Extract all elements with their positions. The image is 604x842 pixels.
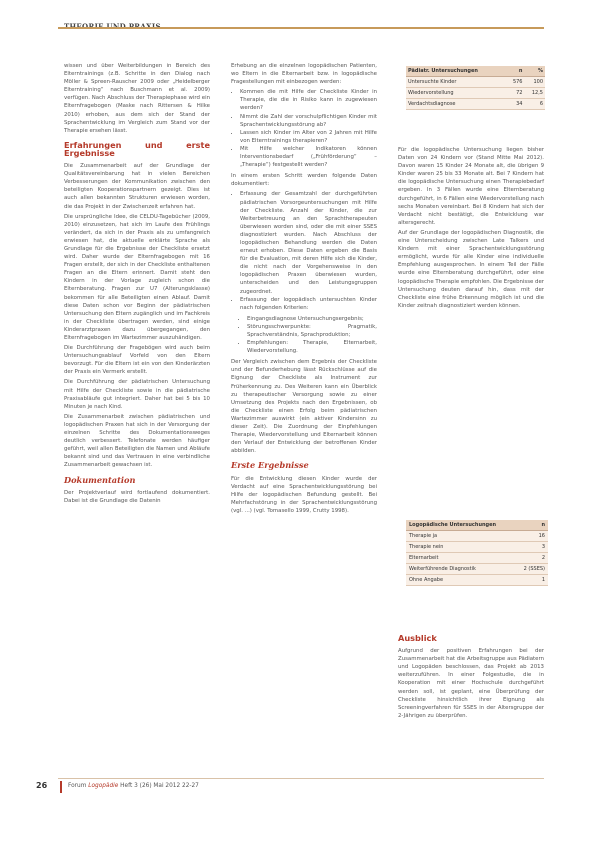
table-logopaedic-exams xyxy=(406,520,548,586)
table-paediatric-exams xyxy=(406,66,545,110)
column-2 xyxy=(231,62,377,517)
footer-rule xyxy=(58,778,544,779)
page-footer xyxy=(36,778,544,798)
table-cell: 72 xyxy=(506,88,524,99)
table-cell: 576 xyxy=(506,77,524,88)
paragraph: Auf der Grundlage der logopädischen Diagnostik, die eine Unterscheidung zwischen Late Talkers und Kindern mit einer Sprachentwicklungsstörung ermöglicht, wurde für alle Kinder eine individuelle Empfehlung ausgesprochen. In einem Teil der Fälle wurde eine Elternberatung durchgeführt, oder eine logopädische Therapie empfohlen. Die Ergebnisse der Untersuchung deuten darauf hin, dass mit der Checkliste eine frühe Erkennung möglich ist und die Kinder zeitnah diagnostiziert werden können. xyxy=(398,229,545,309)
paragraph: Der Projektverlauf wird fortlaufend dokumentiert. Dabei ist die Grundlage die Datenin xyxy=(64,489,210,504)
bullet-list-data xyxy=(231,190,377,311)
column-header: n xyxy=(506,66,524,77)
table-header-row xyxy=(406,520,548,531)
table-cell: Elternarbeit xyxy=(406,553,516,564)
table-row xyxy=(406,553,548,564)
table-row xyxy=(406,531,548,542)
ausblick-section xyxy=(398,634,544,720)
table-row xyxy=(406,88,545,99)
header-rule xyxy=(58,27,544,29)
footer-issue: Heft 3 (26) Mai 2012 xyxy=(120,783,181,789)
table-cell: 16 xyxy=(516,531,548,542)
list-item: • Eingangsdiagnose Untersuchungsergebnis; xyxy=(247,315,377,323)
table-row xyxy=(406,542,548,553)
paragraph: In einem ersten Schritt werden folgende Daten dokumentiert: xyxy=(231,173,377,188)
column-header: n xyxy=(516,520,548,531)
table-cell: 6 xyxy=(524,99,545,110)
list-item: • Empfehlungen: Therapie, Elternarbeit, Wiedervorstellung. xyxy=(247,339,377,355)
list-item: • Erfassung der Gesamtzahl der durchgeführten pädiatrischen Vorsorgeuntersuchungen mit Hilfe der Checkliste. Anzahl der Kinder, die zur Weiterbetreuung an den Sprachtherapeuten überwiesen worden sind, oder die mit einer SSES diagnostiziert wurden. Nach Abschluss der logopädischen Behandlung werden die Daten erneut erhoben. Diese Daten ergeben die Basis für die Evaluation, mit deren Hilfe sich die Kinder, die nicht nach der Vorgehensweise in den logopädischen Praxen überwiesen wurden, unterscheiden und den Leistungsgruppen zugeordnet. xyxy=(240,190,377,295)
table-row xyxy=(406,77,545,88)
table-cell: 12,5 xyxy=(524,88,545,99)
list-item: • Kommen die mit Hilfe der Checkliste Kinder in Therapie, die die in Risiko kann in zugewiesen werden? xyxy=(240,88,377,112)
table-cell: 2 xyxy=(516,553,548,564)
table-row xyxy=(406,575,548,586)
list-item: • Nimmt die Zahl der vorschulpflichtigen Kinder mit Sprachentwicklungsstörung ab? xyxy=(240,113,377,129)
paragraph: Aufgrund der positiven Erfahrungen bei der Zusammenarbeit hat die Arbeitsgruppe aus Pädiatern und Logopäden beschlossen, das Projekt ab 2013 weiterzuführen. In einer Folgestudie, die in Kooperation mit einer Hochschule durchgeführt werden soll, ist geplant, eine Überprüfung der Checkliste hinsichtlich ihrer Eignung als Screeningverfahren für SSES in der Altersgruppe der 2-Jährigen zu überprüfen. xyxy=(398,648,544,719)
footer-brand: Logopädie xyxy=(88,783,119,789)
paragraph: Die ursprüngliche Idee, die CELDU-Tagebücher (2009, 2010) einzusetzen, hat sich im Laufe des Frühlings verändert, da sich in der Praxis als zu umfangreich erwiesen hat, die aktuelle erklärte Sprache als Grundlage für die Ergebnisse der Checkliste ersetzt wird. Daher wurde der Elternfragebogen mit 16 Fragen erstellt, der sich in der Checkliste enthaltenen Fragen an die Eltern erinnert. Damit steht den Kindern in der Vorlage zugleich schon die Elternberatung. Fragen zur U7 (Alterungsklasse) bekommen für alle Beteiligten einen Ablauf. Damit diese Daten schon vor Beginn der pädiatrischen Untersuchung den Eltern zugänglich und im Fachkreis in der Checkliste übertragen werden, sind einige Kinderarztpraxen dazu übergegangen, den Elternfragebogen im Wartezimmer auszuhändigen. xyxy=(64,213,210,341)
paragraph: Für die logopädische Untersuchung liegen bisher Daten von 24 Kindern vor (Stand Mitte Mai 2012). Davon waren 15 Kinder 24 Monate alt, die übrigen 9 Kinder waren 25 bis 33 Monate alt. Bei 7 Kindern hat die logopädische Untersuchung einen Therapiebedarf ergeben. In 3 Fällen wurde eine Elternberatung durchgeführt, in 6 Fällen eine Wiedervorstellung nach sechs Monaten vereinbart. Bei 8 Kindern hat sich der Verdacht nicht bestätigt, die Entwicklung war altersgerecht. xyxy=(398,147,544,226)
table-header-row xyxy=(406,66,545,77)
table-cell: 100 xyxy=(524,77,545,88)
section-header xyxy=(64,14,542,33)
heading-dokumentation: Dokumentation xyxy=(64,474,136,485)
paragraph: wissen und über Weiterbildungen in Bereich des Elterntrainings (z.B. Schritte in den Dialog nach Möller & Spreen-Rauscher 2009 oder „Heidelberger Elterntraining“ nach Buschmann et al. 2009) verfügen. Nach Abschluss der Therapiephase wird ein Elternfragebogen (Maske nach Rittersen & Hilke 2010) erhoben, aus dem sich der Stand der Sprachentwicklung im Vergleich zum Stand vor der Therapie ersehen lässt. xyxy=(64,63,210,134)
column-header: Logopädische Untersuchungen xyxy=(406,520,516,531)
table-cell: Therapie ja xyxy=(406,531,516,542)
table-cell: 34 xyxy=(506,99,524,110)
bullet-list-questions xyxy=(231,88,377,169)
column-3 xyxy=(398,146,544,312)
column-header: % xyxy=(524,66,545,77)
paragraph: Die Durchführung der Fragebögen wird auch beim Untersuchungsablauf Vorfeld von den Eltern bevorzugt. Für die Eltern ist ein von den Kinderärzten der Praxis ein Vermerk erstellt. xyxy=(64,345,210,376)
paragraph: Die Zusammenarbeit auf der Grundlage der Qualitätsvereinbarung hat in vielen Bereichen Verbesserungen der Kommunikation zwischen den beteiligten Kooperationspartnern gezeigt. Dies ist auch allen bekannten Strukturen erwiesen worden, die das Projekt in der Zwischenzeit erfahren hat. xyxy=(64,163,210,210)
table-cell: Ohne Angabe xyxy=(406,575,516,586)
table-cell: 2 (SSES) xyxy=(516,564,548,575)
paragraph: Für die Entwicklung diesen Kinder wurde der Verdacht auf eine Sprachentwicklungsstörung bei Hilfe der logopädischen Befundung gestellt. Bei Mehrfachstörung in der Sprachentwicklungsstörung (vgl. ...) (vgl. Tomasello 1999, Crutty 1998). xyxy=(231,475,377,514)
table-cell: Untersuchte Kinder xyxy=(406,77,506,88)
page-number: 26 xyxy=(36,781,48,790)
column-header: Pädiatr. Untersuchungen xyxy=(406,66,506,77)
table-cell: Weiterführende Diagnostik xyxy=(406,564,516,575)
paragraph: Erhebung an die einzelnen logopädischen Patienten, wo Eltern in die Elternarbeit bzw. in logopädische Fragestellungen mit einbezogen werden: xyxy=(231,63,377,86)
heading-erste-ergebnisse: Erste Ergebnisse xyxy=(231,460,309,471)
table-cell: 3 xyxy=(516,542,548,553)
table-row xyxy=(406,99,545,110)
table-cell: 1 xyxy=(516,575,548,586)
bullet-list-criteria xyxy=(231,315,377,355)
list-item: • Störungsschwerpunkte: Pragmatik, Sprachverständnis, Sprachproduktion; xyxy=(247,323,377,339)
footer-citation xyxy=(68,783,199,789)
paragraph: Der Vergleich zwischen dem Ergebnis der Checkliste und der Befunderhebung lässt Rückschlüsse auf die Eignung der Checkliste als Instrument zur Früherkennung zu. Des Weiteren kann ein Überblick zu therapeutischer Versorgung sowie zu einer Umsetzung des Projekts nach den Ergebnissen, ob die Checkliste einen Erfolg beim pädiatrischen Wartezimmer auswirkt (ein aktiver Kindersinn zu dieser Zeit). Die Zuordnung der Einpfehlungen Therapie, Wiedervorstellung und Elternarbeit können den Verlauf der Entwicklung der betroffenen Kinder abbilden. xyxy=(231,359,377,455)
footer-pages: 22-27 xyxy=(182,783,199,789)
table-cell: Verdachtsdiagnose xyxy=(406,99,506,110)
footer-separator xyxy=(60,781,62,793)
list-item: • Lassen sich Kinder im Alter von 2 Jahren mit Hilfe von Elterntrainings therapieren? xyxy=(240,129,377,145)
table-row xyxy=(406,564,548,575)
table-cell: Wiedervorstellung xyxy=(406,88,506,99)
table-cell: Therapie nein xyxy=(406,542,516,553)
list-item: • Mit Hilfe welcher Indikatoren können Interventionsbedarf („Frühförderung“ – „Therapie“) festgestellt werden? xyxy=(240,145,377,169)
column-1 xyxy=(64,62,210,507)
heading-erfahrungen: Erfahrungen und erste Ergebnisse xyxy=(64,139,210,158)
heading-ausblick: Ausblick xyxy=(398,633,437,643)
footer-forum: Forum xyxy=(68,783,87,789)
paragraph: Die Zusammenarbeit zwischen pädiatrischen und logopädischen Praxen hat sich in der Versorgung der einzelnen Schritte des Dokumentationsweges deutlich verbessert. Telefonate werden häufiger geführt, weil allen Beteiligten die Namen und Abläufe bekannt sind und das Vertrauen in eine verbindliche Zusammenarbeit gewachsen ist. xyxy=(64,413,210,469)
list-item: • Erfassung der logopädisch untersuchten Kinder nach folgenden Kriterien: xyxy=(240,296,377,312)
paragraph: Die Durchführung der pädiatrischen Untersuchung mit Hilfe der Checkliste sowie in die pädiatrische Praxisabläufe gut integriert. Daher hat bei 5 bis 10 Minuten je nach Kind. xyxy=(64,379,210,410)
